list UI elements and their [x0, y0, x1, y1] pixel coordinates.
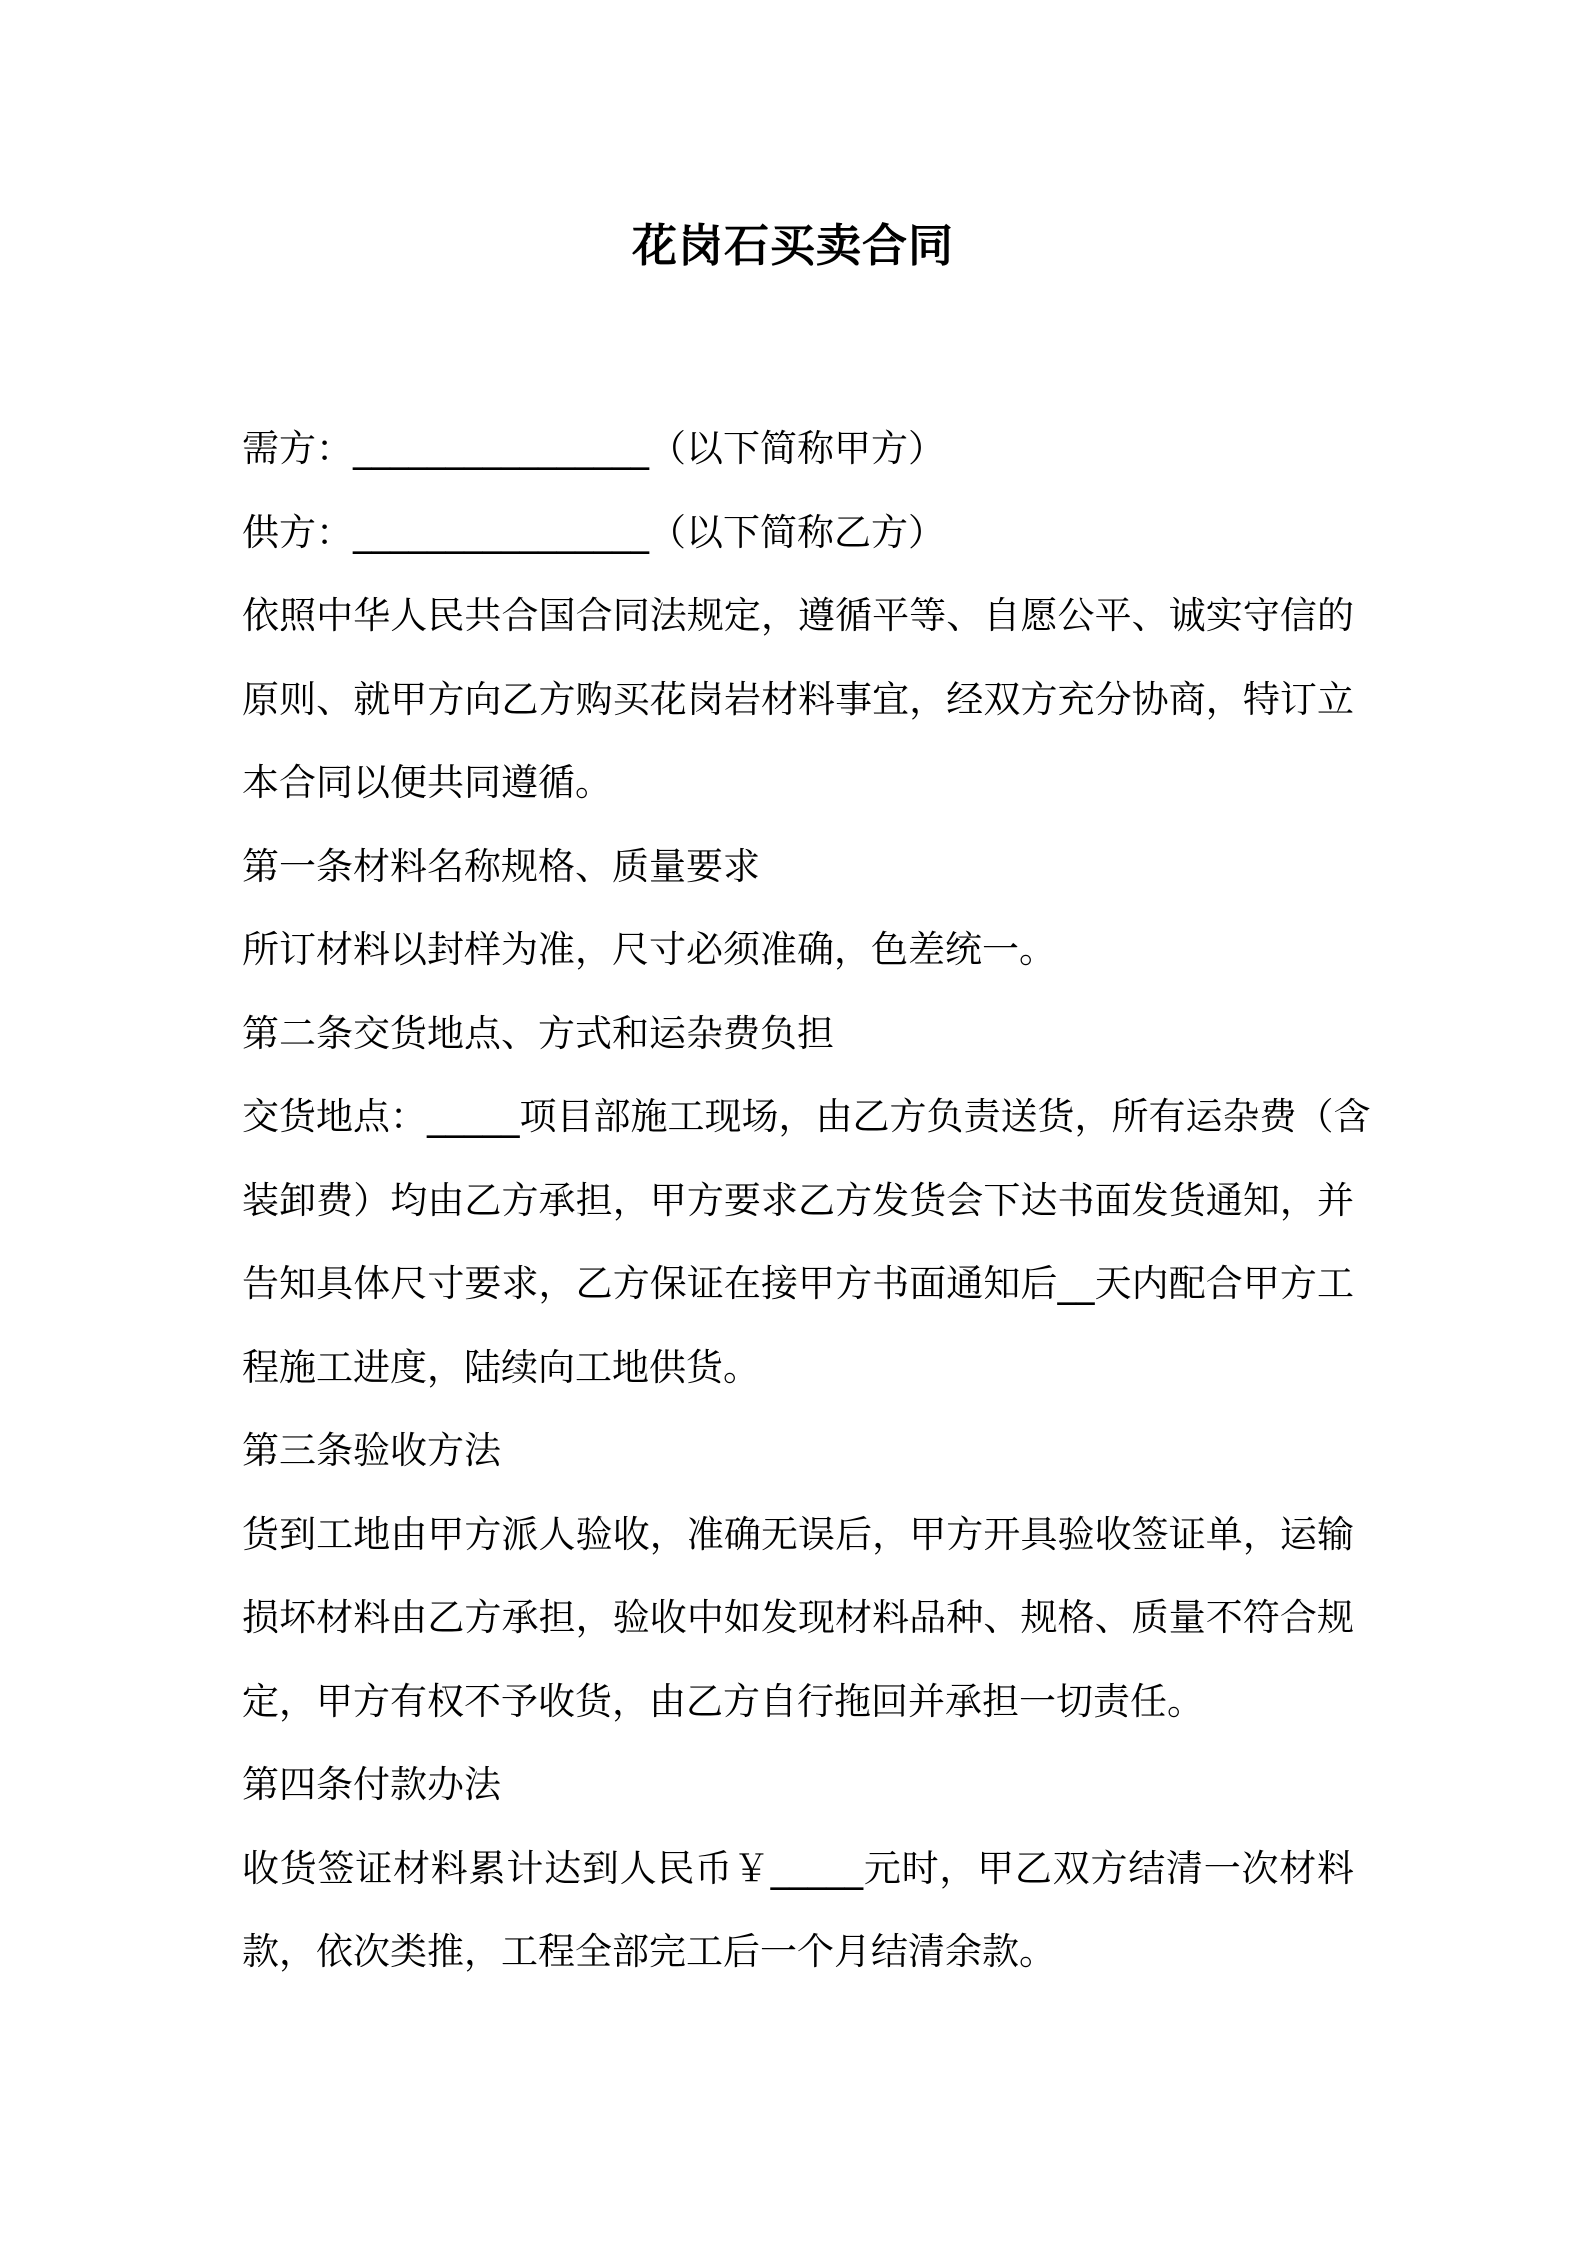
article-2-heading: 第二条交货地点、方式和运杂费负担 [242, 1011, 834, 1055]
article-4-line-2: 款，依次类推，工程全部完工后一个月结清余款。 [242, 1930, 1056, 1973]
intro-line-2: 原则、就甲方向乙方购买花岗岩材料事宜，经双方充分协商，特订立 [242, 677, 1354, 721]
article-2-line-1: 交货地点：_____项目部施工现场，由乙方负责送货，所有运杂费（含 [242, 1095, 1371, 1138]
article-3-line-2: 损坏材料由乙方承担，验收中如发现材料品种、规格、质量不符合规 [242, 1596, 1354, 1639]
document-title: 花岗石买卖合同 [631, 219, 954, 272]
article-4-line-1: 收货签证材料累计达到人民币￥_____元时，甲乙双方结清一次材料 [242, 1846, 1354, 1890]
document-body [242, 407, 1371, 1994]
article-3-line-3: 定，甲方有权不予收货，由乙方自行拖回并承担一切责任。 [242, 1679, 1204, 1723]
buyer-line: 需方：________________（以下简称甲方） [242, 427, 945, 470]
article-3-line-1: 货到工地由甲方派人验收，准确无误后，甲方开具验收签证单，运输 [242, 1512, 1354, 1556]
supplier-line: 供方：________________（以下简称乙方） [242, 510, 945, 554]
article-2-line-3: 告知具体尺寸要求，乙方保证在接甲方书面通知后__天内配合甲方工 [242, 1262, 1354, 1305]
article-2-line-4: 程施工进度，陆续向工地供货。 [242, 1345, 760, 1389]
article-2-line-2: 装卸费）均由乙方承担，甲方要求乙方发货会下达书面发货通知，并 [242, 1178, 1354, 1222]
article-1-text: 所订材料以封样为准，尺寸必须准确，色差统一。 [242, 928, 1056, 971]
intro-line-1: 依照中华人民共合国合同法规定，遵循平等、自愿公平、诚实守信的 [242, 594, 1354, 637]
article-1-heading: 第一条材料名称规格、质量要求 [242, 844, 760, 888]
article-3-heading: 第三条验收方法 [242, 1429, 501, 1472]
article-4-heading: 第四条付款办法 [242, 1763, 501, 1806]
intro-line-3: 本合同以便共同遵循。 [242, 761, 612, 804]
